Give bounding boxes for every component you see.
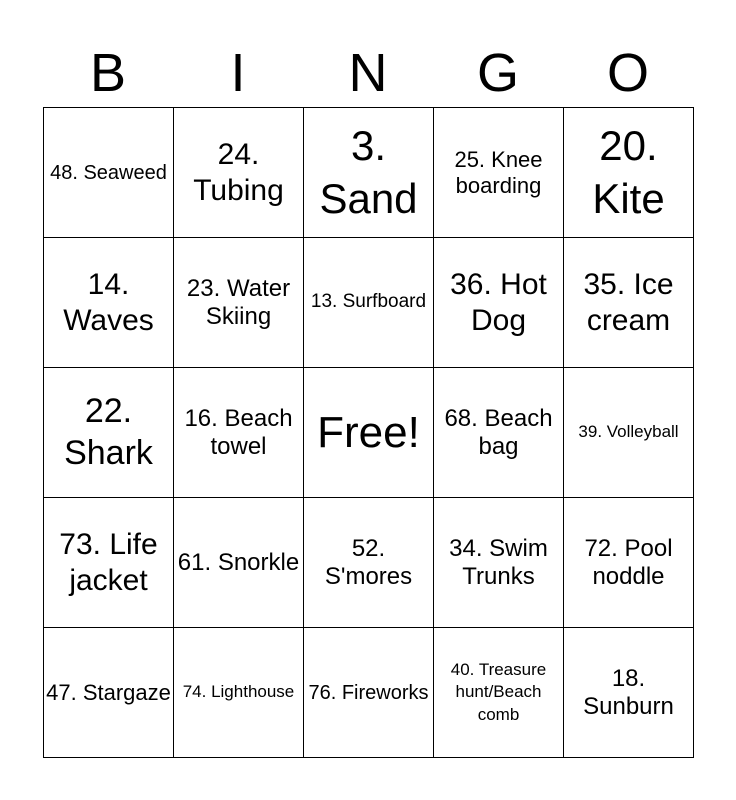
- bingo-cell[interactable]: [304, 108, 434, 238]
- bingo-cell[interactable]: [434, 238, 564, 368]
- cell-label: 72. Pool noddle: [584, 534, 673, 590]
- cell-label: 13. Surfboard: [310, 291, 427, 313]
- cell-label: 73. Life jacket: [59, 527, 158, 597]
- cell-label: 22. Shark: [64, 392, 153, 472]
- header-letter-g: G: [476, 43, 519, 103]
- cell-label: 61. Snorkle: [177, 548, 300, 576]
- bingo-cell[interactable]: [174, 498, 304, 628]
- bingo-cell[interactable]: [174, 628, 304, 758]
- cell-label: 14. Waves: [63, 267, 154, 337]
- cell-label: 24. Tubing: [193, 137, 284, 207]
- bingo-cell[interactable]: [564, 498, 694, 628]
- free-space[interactable]: [304, 368, 434, 498]
- bingo-cell[interactable]: [434, 498, 564, 628]
- bingo-cell[interactable]: [174, 108, 304, 238]
- cell-label: 34. Swim Trunks: [449, 534, 548, 590]
- cell-label: 35. Ice cream: [583, 267, 674, 337]
- header-letter-n: N: [348, 43, 388, 103]
- cell-label: 39. Volleyball: [578, 422, 679, 442]
- bingo-cell[interactable]: [564, 368, 694, 498]
- bingo-cell[interactable]: [174, 238, 304, 368]
- bingo-cell[interactable]: [44, 498, 174, 628]
- cell-label: 36. Hot Dog: [450, 267, 547, 337]
- bingo-board: [43, 107, 694, 758]
- bingo-cell[interactable]: [304, 498, 434, 628]
- cell-label: 74. Lighthouse: [182, 682, 295, 702]
- cell-label: 48. Seaweed: [50, 161, 167, 184]
- bingo-cell[interactable]: [174, 368, 304, 498]
- cell-label: 47. Stargaze: [46, 679, 171, 705]
- bingo-cell[interactable]: [434, 368, 564, 498]
- bingo-cell[interactable]: [44, 368, 174, 498]
- bingo-cell[interactable]: [44, 108, 174, 238]
- bingo-cell[interactable]: [44, 628, 174, 758]
- cell-label: 18. Sunburn: [583, 664, 674, 720]
- bingo-cell[interactable]: [564, 108, 694, 238]
- bingo-cell[interactable]: [564, 628, 694, 758]
- cell-label: 25. Knee boarding: [454, 146, 543, 198]
- cell-label: 16. Beach towel: [184, 404, 293, 460]
- header-letter-i: I: [230, 43, 246, 103]
- cell-label: 76. Fireworks: [308, 681, 429, 704]
- bingo-cell[interactable]: [304, 238, 434, 368]
- bingo-cell[interactable]: [44, 238, 174, 368]
- cell-label: 40. Treasure hunt/Beach comb: [450, 660, 547, 724]
- bingo-cell[interactable]: [564, 238, 694, 368]
- cell-label: 23. Water Skiing: [186, 274, 291, 330]
- cell-label: 52. S'mores: [324, 534, 413, 590]
- cell-label: 68. Beach bag: [444, 404, 553, 460]
- header-letter-b: B: [89, 43, 127, 103]
- bingo-cell[interactable]: [434, 108, 564, 238]
- cell-label: Free!: [317, 407, 420, 457]
- cell-label: 20. Kite: [592, 122, 665, 222]
- header-letter-o: O: [606, 43, 649, 103]
- bingo-cell[interactable]: [434, 628, 564, 758]
- bingo-header: [43, 38, 693, 108]
- bingo-cell[interactable]: [304, 628, 434, 758]
- cell-label: 3. Sand: [319, 122, 418, 222]
